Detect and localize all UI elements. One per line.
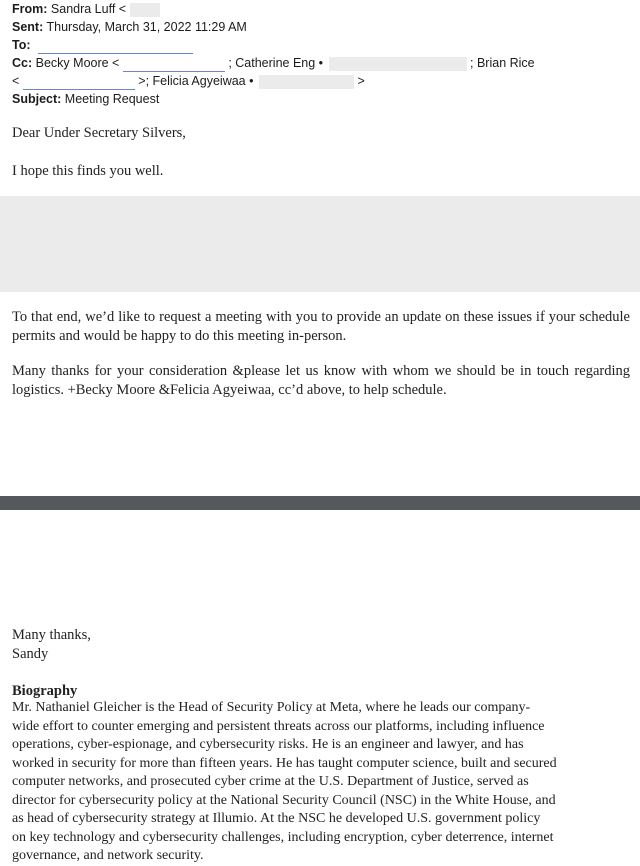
redaction: [23, 77, 135, 90]
bio-line: worked in security for more than fifteen years. He has taught computer science, built and secured: [12, 755, 557, 771]
subject-line: [12, 90, 159, 108]
cc-becky: Becky Moore <: [35, 56, 120, 70]
redaction: [123, 59, 225, 72]
cc-brian: ; Brian Rice: [470, 56, 535, 70]
cc-lt: <: [12, 74, 20, 88]
bio-line: Mr. Nathaniel Gleicher is the Head of Security Policy at Meta, where he leads our company-: [12, 700, 531, 715]
bio-line: on key technology and cybersecurity challenges, including encryption, cyber deterrence, internet: [12, 829, 554, 845]
subject-label: Subject:: [12, 92, 62, 106]
cc-gt: >: [357, 74, 365, 88]
from-value: Sandra Luff <: [50, 2, 127, 16]
page-divider: [0, 496, 640, 510]
cc-label: Cc:: [12, 56, 33, 70]
redaction: [38, 41, 193, 54]
redaction: [130, 3, 160, 17]
redacted-block: [0, 196, 640, 292]
bio-line: governance, and network security.: [12, 848, 204, 863]
cc-line: [12, 54, 535, 72]
redaction: [259, 75, 354, 89]
bio-heading: Biography: [12, 683, 78, 699]
from-label: From:: [12, 2, 48, 16]
cc-felicia: >; Felicia Agyeiwaa •: [138, 74, 254, 88]
paragraph-logistics: Many thanks for your consideration &please let us know with whom we should be in touch regarding logistics. +Becky Moore &Felicia Agyeiwaa, cc’d above, to help schedule.: [12, 363, 630, 398]
sent-line: [12, 18, 247, 36]
to-line: [12, 36, 193, 54]
bio-line: computer networks, and prosecuted cyber crime at the U.S. Department of Justice, served as: [12, 774, 529, 789]
subject-value: Meeting Request: [64, 92, 160, 106]
bio-line: wide effort to counter emerging and persistent threats across our platforms, including influence: [12, 718, 545, 734]
redaction: [329, 57, 467, 71]
cc-catherine: ; Catherine Eng •: [228, 56, 324, 70]
from-line: [12, 0, 160, 18]
paragraph-meeting: To that end, we’d like to request a meeting with you to provide an update on these issues if your schedule permits and would be happy to do this meeting in-person.: [12, 309, 630, 344]
bio-paragraph: [12, 699, 557, 866]
bio-line: director for cybersecurity policy at the National Security Council (NSC) in the White House, and: [12, 792, 556, 808]
bio-line: operations, cyber-espionage, and cybersecurity risks. He is an engineer and lawyer, and has: [12, 737, 524, 752]
sent-label: Sent:: [12, 20, 44, 34]
salutation: Dear Under Secretary Silvers,: [12, 125, 186, 141]
to-label: To:: [12, 38, 31, 52]
cc-line-2: [12, 72, 365, 90]
signoff: Many thanks,: [12, 627, 91, 643]
greeting: I hope this finds you well.: [12, 163, 164, 179]
sent-value: Thursday, March 31, 2022 11:29 AM: [46, 20, 247, 34]
bio-line: as head of cybersecurity strategy at Illumio. At the NSC he developed U.S. government policy: [12, 811, 541, 826]
signature: Sandy: [12, 646, 49, 662]
